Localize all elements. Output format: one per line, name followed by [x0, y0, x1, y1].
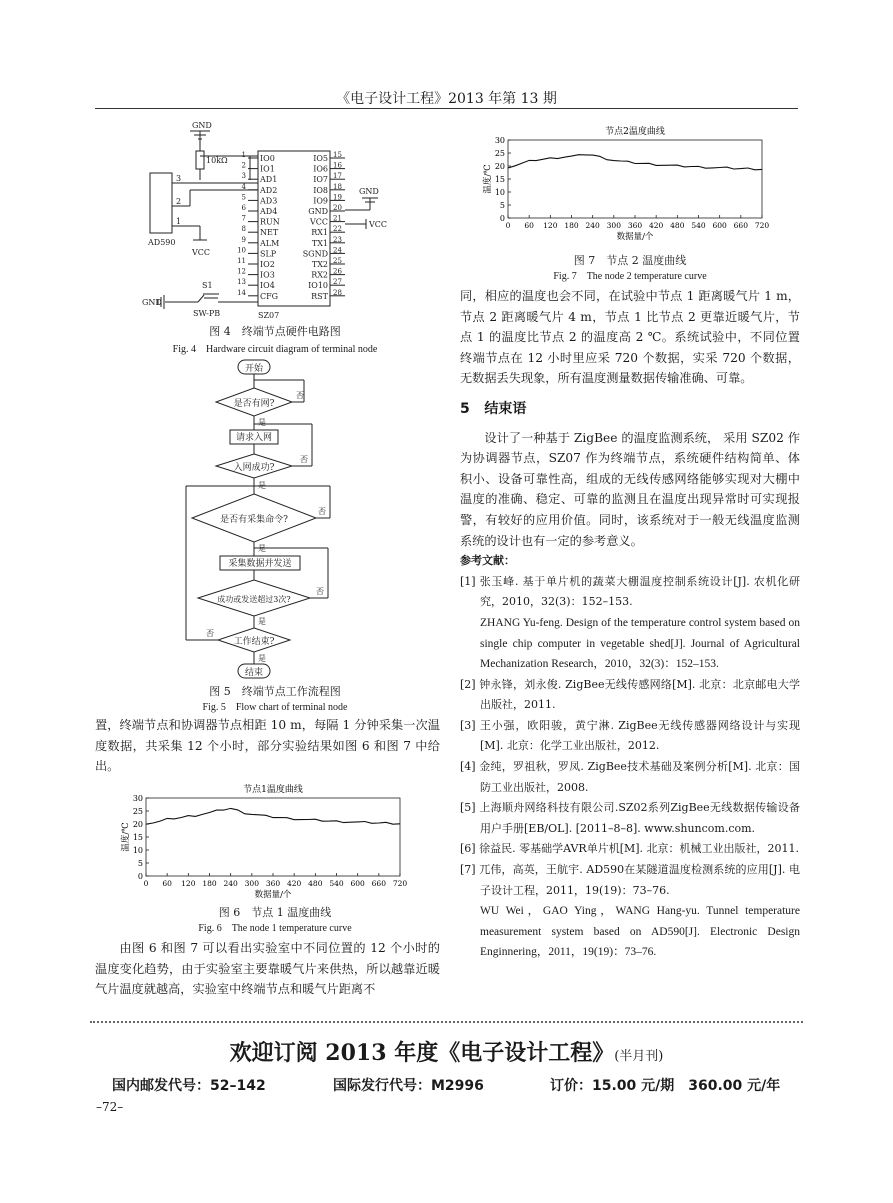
- fig4-caption-cn: 图 4 终端节点硬件电路图: [209, 325, 341, 338]
- x-tick-label: 420: [287, 879, 302, 888]
- x-tick-label: 660: [733, 221, 748, 230]
- fig5-q-success: 成功或发送超过3次?: [217, 595, 291, 604]
- fig4-pin-num-right: 18: [333, 182, 342, 191]
- y-axis-label: 温度/℃: [483, 164, 493, 194]
- fig4-ad590-pin3: 3: [176, 174, 182, 183]
- x-tick-label: 0: [505, 221, 511, 230]
- fig5-yes-2: 是: [258, 481, 266, 490]
- y-tick-label: 0: [137, 872, 143, 881]
- domestic-code: 国内邮发代号：52–142: [112, 1078, 266, 1094]
- fig4-pin-num-left: 1: [241, 151, 246, 159]
- x-tick-label: 180: [202, 879, 217, 888]
- fig4-pin-right: SGND: [302, 249, 328, 259]
- fig5-q-done: 工作结束?: [233, 637, 275, 647]
- fig4-switch-part: SW-PB: [193, 309, 221, 318]
- x-tick-label: 0: [143, 879, 149, 888]
- x-axis-label: 数据量/个: [254, 890, 292, 900]
- x-tick-label: 300: [244, 879, 259, 888]
- fig4-circuit-diagram: [140, 118, 410, 323]
- fig5-request-join: 请求入网: [235, 433, 273, 443]
- fig4-pin-num-left: 5: [241, 193, 246, 202]
- right-paragraph-2: 设计了一种基于 ZigBee 的温度监测系统， 采用 SZ02 作为协调器节点，SZ07 作为终端节点，系统硬件结构简单、体积小、设备可靠性高，组成的无线传感网络能够实现对大棚中温度的准确、稳定、可靠的监测且在温度出现异常时可实现报警，有较好的应用价值。同时，该系统对于一般无线温度监测系统的设计也有一定的参考意义。: [460, 430, 800, 548]
- fig4-pin-num-left: 12: [237, 267, 246, 276]
- fig4-pin-right: IO6: [313, 164, 328, 174]
- fig5-collect-send: 采集数据并发送: [228, 559, 292, 569]
- fig4-pin-left: AD3: [260, 196, 278, 206]
- fig5-q-network: 是否有网?: [233, 399, 275, 409]
- x-tick-label: 600: [350, 879, 365, 888]
- fig4-pin-left: IO0: [260, 154, 275, 163]
- chart-title: 节点1温度曲线: [243, 785, 303, 795]
- x-tick-label: 120: [181, 879, 196, 888]
- y-tick-label: 20: [494, 162, 505, 171]
- reference-item-en: [460, 901, 800, 963]
- fig4-pin-right: TX2: [311, 260, 328, 269]
- y-tick-label: 15: [132, 833, 143, 842]
- fig4-pin-num-right: 21: [333, 214, 342, 223]
- fig4-pin-left: SLP: [260, 249, 277, 259]
- fig7-caption-cn: 图 7 节点 2 温度曲线: [573, 254, 687, 267]
- reference-cn: [1] 张玉峰. 基于单片机的蔬菜大棚温度控制系统设计[J]. 农机化研究，2010，32(3)：152–153.: [460, 574, 800, 609]
- fig4-pin-num-right: 19: [333, 193, 342, 202]
- fig5-caption-cn: 图 5 终端节点工作流程图: [209, 685, 341, 698]
- fig4-ad590-pin1: 1: [176, 217, 182, 226]
- x-tick-label: 720: [754, 221, 770, 230]
- fig4-pin-num-left: 2: [241, 161, 246, 170]
- fig6-caption-en: Fig. 6 The node 1 temperature curve: [198, 923, 352, 934]
- x-tick-label: 720: [392, 879, 408, 888]
- y-tick-label: 20: [132, 820, 143, 829]
- fig4-pin-left: IO1: [260, 164, 275, 174]
- fig5-yes-3: 是: [258, 544, 266, 553]
- fig5-no-1: 否: [296, 391, 304, 400]
- fig4-pin-left: ALM: [260, 238, 280, 248]
- references-heading: 参考文献：: [460, 554, 515, 568]
- y-tick-label: 25: [132, 807, 143, 816]
- x-tick-label: 240: [585, 221, 600, 230]
- fig4-pin-left: IO3: [260, 270, 275, 280]
- fig7-caption-en: Fig. 7 The node 2 temperature curve: [553, 271, 707, 282]
- x-tick-label: 60: [524, 221, 534, 230]
- references-list: [460, 572, 800, 963]
- reference-item-en: [460, 613, 800, 675]
- x-tick-label: 420: [649, 221, 664, 230]
- fig4-pin-num-right: 28: [333, 288, 342, 297]
- reference-en: WU Wei，GAO Ying，WANG Hang-yu. Tunnel temperature measurement system based on AD590[J]. Electronic Design Enginnering，2011，19(19)：73–76.: [480, 905, 800, 959]
- fig5-no-5: 否: [206, 629, 214, 638]
- reference-item: [460, 675, 800, 716]
- reference-item: [460, 572, 800, 613]
- temperature-series-line: [508, 155, 762, 170]
- fig4-pin-left: AD2: [260, 185, 278, 195]
- section-5-heading: 5 结束语: [460, 400, 527, 417]
- fig4-pin-num-left: 7: [241, 214, 246, 223]
- fig4-pin-num-left: 10: [237, 246, 246, 255]
- fig4-pin-right: IO8: [313, 185, 328, 195]
- y-tick-label: 10: [494, 188, 505, 197]
- fig4-vcc-left: VCC: [192, 248, 211, 257]
- x-tick-label: 300: [606, 221, 621, 230]
- fig4-pin-right: VCC: [309, 217, 328, 227]
- fig4-pin-num-left: 14: [237, 288, 246, 297]
- fig4-pin-right: TX1: [311, 238, 328, 248]
- x-tick-label: 360: [627, 221, 643, 230]
- reference-item: [460, 860, 800, 901]
- fig4-pin-num-left: 4: [241, 182, 246, 191]
- y-tick-label: 0: [499, 214, 505, 223]
- x-tick-label: 480: [308, 879, 323, 888]
- fig5-no-4: 否: [316, 587, 324, 596]
- fig4-pin-left: AD4: [260, 207, 278, 216]
- fig4-pin-num-right: 27: [333, 278, 342, 287]
- fig5-no-3: 否: [318, 507, 326, 516]
- y-tick-label: 15: [494, 175, 505, 184]
- fig5-yes-5: 是: [258, 654, 266, 663]
- fig4-pin-right: IO5: [313, 154, 328, 163]
- y-tick-label: 30: [132, 794, 143, 803]
- x-tick-label: 660: [371, 879, 386, 888]
- left-paragraph-2: 由图 6 和图 7 可以看出实验室中不同位置的 12 个小时的温度变化趋势，由于实验室主要靠暖气片来供热，所以越靠近暖气片温度就越高，实验室中终端节点和暖气片距离不: [95, 941, 440, 997]
- reference-cn: [2] 钟永锋，刘永俊. ZigBee无线传感网络[M]. 北京：北京邮电大学出版社，2011.: [460, 677, 800, 712]
- fig4-ad590-label: AD590: [148, 238, 176, 247]
- plot-frame: [508, 140, 762, 218]
- reference-cn: [6] 徐益民. 零基础学AVR单片机[M]. 北京：机械工业出版社，2011.: [460, 842, 800, 856]
- fig4-pin-num-right: 16: [333, 161, 342, 170]
- left-paragraph-1: 置，终端节点和协调器节点相距 10 m，每隔 1 分钟采集一次温度数据，共采集 12 个小时，部分实验结果如图 6 和图 7 中给出。: [95, 718, 440, 774]
- x-axis-label: 数据量/个: [616, 232, 654, 242]
- fig4-switch-label: S1: [202, 281, 213, 290]
- fig5-q-collect: 是否有采集命令?: [220, 515, 288, 525]
- x-tick-label: 180: [564, 221, 579, 230]
- fig4-pin-num-left: 8: [241, 225, 246, 234]
- fig4-pin-num-left: 9: [241, 235, 246, 244]
- fig4-pin-right: IO10: [308, 281, 328, 291]
- fig4-pin-left: CFG: [260, 291, 279, 301]
- fig4-pin-num-left: 3: [241, 172, 246, 181]
- reference-cn: [7] 兀伟，高英，王航宇. AD590在某隧道温度检测系统的应用[J]. 电子设计工程，2011，19(19)：73–76.: [460, 863, 800, 897]
- right-column: [460, 286, 800, 963]
- fig7-chart: [480, 122, 780, 250]
- fig4-pin-num-left: 13: [237, 278, 246, 287]
- fig4-resistor-label: 10kΩ: [206, 156, 228, 165]
- fig4-pin-right: RX2: [311, 270, 328, 280]
- fig4-chip-label: SZ07: [258, 311, 280, 320]
- fig4-gnd-left: GND: [142, 298, 162, 307]
- x-tick-label: 120: [543, 221, 558, 230]
- reference-en: ZHANG Yu-feng. Design of the temperature control system based on single chip computer in vegetable shed[J]. Journal of Agricultural Mechanization Research，2010，32(3)：152–153.: [480, 616, 800, 671]
- fig5-start: 开始: [244, 364, 264, 374]
- fig5-end: 结束: [244, 668, 264, 678]
- x-tick-label: 600: [712, 221, 727, 230]
- fig4-pin-num-right: 26: [333, 267, 342, 276]
- intl-code: 国际发行代号：M2996: [333, 1078, 484, 1094]
- fig6-caption-cn: 图 6 节点 1 温度曲线: [218, 906, 332, 919]
- reference-cn: [4] 金纯，罗祖秋，罗凤. ZigBee技术基础及案例分析[M]. 北京：国防工业出版社，2008.: [460, 760, 800, 794]
- fig4-pin-left: NET: [260, 228, 279, 238]
- journal-header: 《电子设计工程》2013 年第 13 期: [336, 91, 557, 107]
- reference-item: [460, 757, 800, 798]
- x-tick-label: 240: [223, 879, 238, 888]
- fig5-q-join-ok: 入网成功?: [233, 463, 275, 473]
- fig4-gnd-top: GND: [192, 121, 212, 130]
- reference-item: [460, 839, 800, 860]
- y-tick-label: 10: [132, 846, 143, 855]
- x-tick-label: 540: [329, 879, 344, 888]
- fig4-pin-num-right: 20: [333, 204, 342, 212]
- fig4-pin-num-right: 22: [333, 225, 342, 234]
- fig4-pin-num-left: 6: [241, 204, 246, 212]
- plot-frame: [146, 798, 400, 876]
- reference-item: [460, 798, 800, 839]
- fig4-pin-right: IO9: [313, 196, 328, 206]
- fig5-yes-1: 是: [258, 418, 266, 427]
- footer-dotted-rule: [90, 1021, 803, 1023]
- fig4-pin-right: IO7: [313, 175, 328, 185]
- fig4-pin-right: RST: [311, 291, 328, 301]
- reference-item: [460, 716, 800, 757]
- y-tick-label: 5: [137, 859, 143, 868]
- x-tick-label: 480: [670, 221, 685, 230]
- fig5-yes-4: 是: [258, 617, 266, 626]
- fig4-pin-num-right: 23: [333, 235, 342, 244]
- fig4-pin-num-right: 24: [333, 246, 342, 255]
- x-tick-label: 360: [265, 879, 281, 888]
- fig4-pin-left: AD1: [260, 175, 278, 185]
- y-tick-label: 30: [494, 136, 505, 145]
- reference-cn: [5] 上海顺舟网络科技有限公司.SZ02系列ZigBee无线数据传输设备用户手册[EB/OL]. [2011–8–8]. www.shuncom.com.: [460, 801, 800, 835]
- fig5-caption-en: Fig. 5 Flow chart of terminal node: [202, 702, 348, 713]
- fig4-pin-left: RUN: [260, 217, 280, 227]
- fig4-vcc-right: VCC: [369, 220, 388, 229]
- fig5-flowchart: [180, 358, 370, 683]
- price: 订价：15.00 元/期 360.00 元/年: [550, 1078, 781, 1094]
- fig4-pin-left: IO2: [260, 260, 275, 269]
- right-paragraph-1: 同，相应的温度也会不同，在试验中节点 1 距离暖气片 1 m，节点 2 距离暖气片 4 m，节点 1 比节点 2 更靠近暖气片，节点 1 的温度比节点 2 的温度高 2 ℃。系统试验中，不同位置终端节点在 12 小时里应采 720 个数据，实采 720 个数据，无数据丢失现象，所有温度测量数据传输准确、可靠。: [460, 289, 800, 386]
- fig5-no-2: 否: [300, 455, 308, 464]
- y-tick-label: 5: [499, 201, 505, 210]
- fig4-pin-num-right: 15: [333, 151, 342, 159]
- fig4-pin-num-right: 17: [333, 172, 342, 181]
- fig4-gnd-right: GND: [359, 187, 379, 196]
- fig4-caption-en: Fig. 4 Hardware circuit diagram of terminal node: [172, 344, 378, 355]
- x-tick-label: 60: [162, 879, 172, 888]
- temperature-series-line: [146, 808, 400, 824]
- fig4-pin-num-left: 11: [237, 257, 246, 265]
- fig4-pin-left: IO4: [260, 281, 275, 291]
- y-axis-label: 温度/℃: [121, 822, 131, 852]
- fig4-ad590-pin2: 2: [176, 197, 182, 206]
- chart-title: 节点2温度曲线: [605, 127, 665, 137]
- header-rule: [95, 108, 798, 109]
- x-tick-label: 540: [691, 221, 706, 230]
- reference-cn: [3] 王小强，欧阳骏，黄宁淋. ZigBee无线传感器网络设计与实现[M]. 北京：化学工业出版社，2012.: [460, 718, 800, 753]
- fig4-pin-right: GND: [308, 207, 328, 216]
- fig4-pin-right: RX1: [311, 228, 328, 238]
- fig4-pin-num-right: 25: [333, 257, 342, 265]
- page-number: –72–: [96, 1100, 124, 1114]
- subscription-banner: 欢迎订阅 2013 年度《电子设计工程》(半月刊): [229, 1040, 664, 1066]
- y-tick-label: 25: [494, 149, 505, 158]
- fig6-chart: [118, 780, 418, 902]
